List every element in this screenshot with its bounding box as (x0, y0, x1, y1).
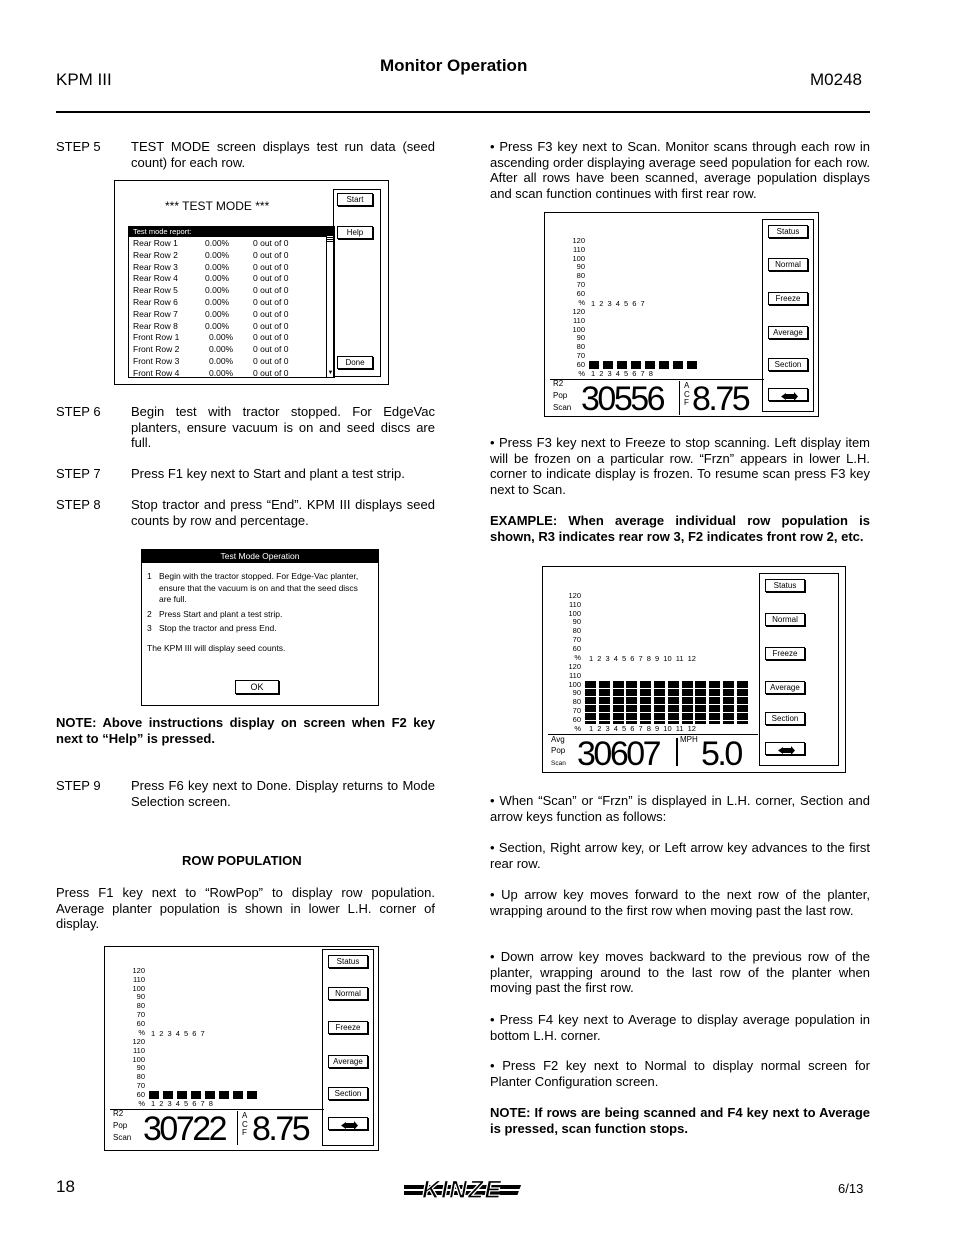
row-count: 0 out of 0 (253, 238, 289, 248)
up-arrow-paragraph: • Up arrow key moves forward to the next row of the planter, wrapping around to the first row when moving past the last row. (490, 887, 870, 918)
scale-tick: 80 (136, 1072, 145, 1082)
test-mode-sidebar (333, 189, 381, 377)
row-name: Rear Row 6 (133, 296, 178, 307)
arrows-icon (329, 1120, 367, 1131)
upper-scale (547, 592, 581, 662)
row-bar (640, 681, 651, 724)
upper-row-numbers: 1 2 3 4 5 6 7 (591, 299, 645, 308)
report-row (133, 356, 323, 368)
row-bar (737, 681, 748, 724)
help-item-1-num: 1 (147, 571, 152, 581)
scale-tick: 90 (136, 1063, 145, 1073)
page-title: Monitor Operation (380, 56, 528, 75)
row-bar (603, 361, 613, 369)
done-button[interactable]: Done (337, 356, 373, 369)
row-bar (668, 681, 679, 724)
scale-tick: 60 (572, 643, 581, 653)
row-bar (585, 681, 596, 724)
freeze-paragraph: • Press F3 key next to Freeze to stop scanning. Left display item will be frozen on a particular row. “Frzn” appears in lower L.H. corner to indicate display is frozen. To resume scan press F3 key next to Scan. (490, 435, 870, 497)
readout-label-1: Avg (551, 735, 565, 744)
row-pop-screen-c (542, 566, 846, 773)
report-row (133, 321, 323, 333)
row-bar (673, 361, 683, 369)
row-percent: 0.00% (205, 308, 230, 319)
row-percent: 0.00% (205, 296, 230, 307)
scale-tick: 60 (576, 359, 585, 369)
scale-tick: 60 (572, 714, 581, 724)
row-bar (177, 1091, 187, 1099)
row-name: Front Row 3 (133, 355, 180, 366)
readout-label-2: Pop (113, 1121, 128, 1130)
scan-paragraph: • Press F3 key next to Scan. Monitor scans through each row in ascending order displaying average seed population for each row. After all rows have been scanned, average population displays and scan function continues with first rear row. (490, 139, 870, 201)
section-key-paragraph: • Section, Right arrow key, or Left arrow key advances to the first rear row. (490, 840, 870, 871)
readout-label-2: Pop (553, 391, 568, 400)
help-button[interactable]: Help (337, 226, 373, 239)
arrows-icon (766, 745, 804, 756)
freeze-button[interactable]: Freeze (765, 647, 805, 660)
readout-label-3: Scan (113, 1133, 132, 1142)
scale-tick: 120 (572, 236, 585, 245)
row-bar (247, 1091, 257, 1099)
scale-tick: 100 (568, 608, 581, 618)
upper-row-numbers: 1 2 3 4 5 6 7 (151, 1029, 205, 1038)
scale-tick: 80 (576, 271, 585, 281)
row-name: Rear Row 4 (133, 273, 178, 284)
scale-tick: 110 (569, 599, 581, 609)
unit-label: MPH (680, 735, 698, 744)
kinze-logo-text: KINZE (422, 1177, 502, 1203)
row-percent: 0.00% (205, 273, 230, 284)
row-bar (599, 681, 610, 724)
average-button[interactable]: Average (768, 326, 808, 339)
scale-tick: 110 (133, 1045, 145, 1055)
scale-tick: 60 (576, 288, 585, 298)
row-population-heading: ROW POPULATION (182, 853, 302, 868)
scale-tick: 100 (132, 1054, 145, 1064)
lower-scale (109, 1038, 145, 1108)
help-footer: The KPM III will display seed counts. (147, 643, 286, 653)
scale-tick: 120 (132, 966, 145, 975)
scale-tick: 100 (132, 983, 145, 993)
scale-tick: 90 (576, 333, 585, 343)
report-row (133, 262, 323, 274)
scale-tick: 70 (136, 1080, 145, 1090)
scale-tick: 90 (572, 617, 581, 627)
row-percent: 0.00% (205, 285, 230, 296)
row-name: Rear Row 1 (133, 238, 178, 248)
upper-scale (549, 237, 585, 307)
readout-label-1: R2 (553, 379, 564, 388)
population-value: 30556 (581, 380, 664, 418)
scroll-down-icon[interactable]: ▼ (327, 370, 334, 376)
kinze-logo (404, 1177, 524, 1203)
row-name: Front Row 2 (133, 344, 180, 355)
report-row (133, 332, 323, 344)
upper-scale (109, 967, 145, 1037)
revision-date: 6/13 (838, 1181, 864, 1196)
readout-separator (679, 381, 680, 415)
row-count: 0 out of 0 (253, 355, 289, 366)
population-value: 30607 (577, 735, 660, 773)
scroll-up-icon[interactable]: ▲ (327, 227, 334, 233)
step7-text: Press F1 key next to Start and plant a test strip. (131, 466, 405, 481)
lower-scale (547, 663, 581, 733)
readout-separator (676, 738, 678, 766)
note-help: NOTE: Above instructions display on screen when F2 key next to “Help” is pressed. (56, 715, 435, 746)
scale-tick: 120 (572, 307, 585, 316)
scale-tick: 100 (572, 324, 585, 334)
note-average: NOTE: If rows are being scanned and F4 key next to Average is pressed, scan function stops. (490, 1105, 870, 1136)
screen-b-sidebar (762, 219, 814, 412)
speed-value: 8.75 (692, 380, 749, 418)
readout-label-3: Scan (553, 403, 572, 412)
scale-tick: 80 (136, 1001, 145, 1011)
row-count: 0 out of 0 (253, 332, 289, 343)
step8-label: STEP 8 (56, 497, 101, 512)
scale-tick: 110 (573, 244, 585, 254)
normal-button[interactable]: Normal (328, 987, 368, 1000)
help-item-3-num: 3 (147, 623, 152, 633)
header-rule (56, 111, 870, 113)
help-dialog-title: Test Mode Operation (142, 550, 378, 563)
down-arrow-paragraph: • Down arrow key moves backward to the previous row of the planter, wrapping around to the last row of the planter when moving past the first row. (490, 949, 870, 995)
row-count: 0 out of 0 (253, 344, 289, 355)
row-percent: 0.00% (205, 238, 230, 248)
row-count: 0 out of 0 (253, 320, 289, 331)
row-bar (613, 681, 624, 724)
row-bar (682, 681, 693, 724)
report-row (133, 285, 323, 297)
scale-tick: 90 (136, 992, 145, 1002)
row-bar (617, 361, 627, 369)
row-bar (163, 1091, 173, 1099)
report-row (133, 273, 323, 285)
lower-row-numbers: 1 2 3 4 5 6 7 8 9 10 11 12 (589, 724, 696, 733)
scale-tick: 80 (572, 697, 581, 707)
average-paragraph: • Press F4 key next to Average to display average population in bottom L.H. corner. (490, 1012, 870, 1043)
help-item-3-text: Stop the tractor and press End. (159, 623, 277, 633)
normal-paragraph: • Press F2 key next to Normal to display normal screen for Planter Configuration screen. (490, 1058, 870, 1089)
scale-tick: 70 (572, 705, 581, 715)
lower-row-numbers: 1 2 3 4 5 6 7 8 (151, 1099, 213, 1108)
row-name: Rear Row 7 (133, 308, 178, 319)
step9-label: STEP 9 (56, 778, 101, 793)
help-item-2-num: 2 (147, 609, 152, 619)
scale-tick: % (138, 1098, 145, 1108)
row-count: 0 out of 0 (253, 285, 289, 296)
row-bar (687, 361, 697, 369)
arrow-key-button[interactable] (768, 388, 808, 401)
row-count: 0 out of 0 (253, 308, 289, 319)
row-percent: 0.00% (205, 320, 230, 331)
step7-label: STEP 7 (56, 466, 101, 481)
scale-tick: % (578, 368, 585, 378)
upper-row-numbers: 1 2 3 4 5 6 7 8 9 10 11 12 (589, 654, 696, 663)
help-item-2 (147, 609, 372, 619)
step9-text: Press F6 key next to Done. Display returns to Mode Selection screen. (131, 778, 435, 809)
freeze-button[interactable]: Freeze (768, 292, 808, 305)
status-button[interactable]: Status (328, 955, 368, 968)
report-row (133, 309, 323, 321)
scale-tick: 110 (569, 670, 581, 680)
speed-value: 8.75 (252, 1110, 309, 1148)
page-number: 18 (56, 1177, 75, 1196)
scale-tick: 80 (576, 342, 585, 352)
example-paragraph: EXAMPLE: When average individual row population is shown, R3 indicates rear row 3, F2 indicates front row 2, etc. (490, 513, 870, 544)
row-pop-screen-a (104, 946, 379, 1151)
scale-tick: 70 (136, 1009, 145, 1019)
scale-tick: 110 (133, 974, 145, 984)
row-count: 0 out of 0 (253, 249, 289, 260)
report-row (133, 368, 323, 380)
scale-tick: 100 (572, 253, 585, 263)
speed-value: 5.0 (701, 735, 741, 773)
unit-label: A C F (242, 1111, 248, 1137)
arrow-key-button[interactable] (328, 1117, 368, 1130)
scale-tick: % (574, 652, 581, 662)
test-mode-report (128, 226, 335, 378)
report-row (133, 344, 323, 356)
screen-c-sidebar (759, 573, 839, 766)
help-item-3 (147, 623, 372, 633)
population-value: 30722 (143, 1110, 226, 1148)
row-bar (654, 681, 665, 724)
test-mode-title: *** TEST MODE *** (165, 199, 270, 213)
row-name: Front Row 1 (133, 332, 180, 343)
step5-text: TEST MODE screen displays test run data (seed count) for each row. (131, 139, 435, 170)
scale-tick: 70 (576, 350, 585, 360)
scale-tick: 90 (572, 688, 581, 698)
section-button[interactable]: Section (768, 358, 808, 371)
row-percent: 0.00% (209, 344, 234, 355)
scale-tick: 60 (136, 1018, 145, 1028)
row-percent: 0.00% (209, 332, 234, 343)
header-manual-number: M0248 (810, 70, 862, 89)
row-count: 0 out of 0 (253, 296, 289, 307)
row-percent: 0.00% (205, 249, 230, 260)
scale-tick: % (578, 297, 585, 307)
ok-button[interactable]: OK (235, 680, 279, 694)
status-button[interactable]: Status (768, 225, 808, 238)
row-count: 0 out of 0 (253, 273, 289, 284)
scale-tick: 120 (132, 1037, 145, 1046)
row-bar (709, 681, 720, 724)
unit-label: A C F (684, 381, 690, 407)
readout-label-3: Scan (551, 760, 566, 767)
scale-tick: 80 (572, 626, 581, 636)
lower-scale (549, 308, 585, 378)
normal-button[interactable]: Normal (765, 613, 805, 626)
scale-tick: 110 (573, 315, 585, 325)
scale-tick: 70 (576, 279, 585, 289)
scale-tick: 120 (568, 591, 581, 600)
kinze-logo-icon (404, 1177, 524, 1203)
row-name: Rear Row 3 (133, 261, 178, 272)
row-bar (149, 1091, 159, 1099)
scale-tick: 70 (572, 634, 581, 644)
row-bar (219, 1091, 229, 1099)
help-item-1 (147, 571, 372, 606)
report-row (133, 238, 323, 250)
row-percent: 0.00% (209, 355, 234, 366)
row-bar (191, 1091, 201, 1099)
row-pop-screen-b (544, 212, 819, 417)
scale-tick: 120 (568, 662, 581, 671)
help-item-1-text: Begin with the tractor stopped. For Edge-Vac planter, ensure that the vacuum is on and that the seed discs are full. (159, 571, 359, 604)
test-mode-screen (114, 180, 389, 385)
row-percent: 0.00% (205, 261, 230, 272)
step8-text: Stop tractor and press “End”. KPM III displays seed counts by row and percentage. (131, 497, 435, 528)
row-count: 0 out of 0 (253, 261, 289, 272)
scale-tick: % (138, 1027, 145, 1037)
scale-tick: 90 (576, 262, 585, 272)
report-row (133, 250, 323, 262)
row-bar (631, 361, 641, 369)
row-name: Rear Row 2 (133, 249, 178, 260)
report-header: Test mode report: (129, 227, 334, 237)
section-button[interactable]: Section (328, 1087, 368, 1100)
step6-text: Begin test with tractor stopped. For EdgeVac planters, ensure vacuum is on and seed discs are full. (131, 404, 435, 450)
row-name: Front Row 4 (133, 367, 180, 378)
lower-row-numbers: 1 2 3 4 5 6 7 8 (591, 369, 653, 378)
row-bar (589, 361, 599, 369)
row-bar (723, 681, 734, 724)
help-item-2-text: Press Start and plant a test strip. (159, 609, 283, 619)
start-button[interactable]: Start (337, 193, 373, 206)
row-population-text: Press F1 key next to “RowPop” to display row population. Average planter population is shown in lower L.H. corner of display. (56, 885, 435, 931)
row-name: Rear Row 5 (133, 285, 178, 296)
average-button[interactable]: Average (328, 1055, 368, 1068)
scale-tick: % (574, 723, 581, 733)
row-bar (645, 361, 655, 369)
row-bar (659, 361, 669, 369)
row-bar (695, 681, 706, 724)
normal-button[interactable]: Normal (768, 258, 808, 271)
scale-tick: 60 (136, 1089, 145, 1099)
row-percent: 0.00% (209, 367, 234, 378)
row-name: Rear Row 8 (133, 320, 178, 331)
readout-separator (237, 1111, 238, 1145)
average-button[interactable]: Average (765, 681, 805, 694)
help-dialog (141, 549, 379, 706)
step6-label: STEP 6 (56, 404, 101, 419)
status-button[interactable]: Status (765, 579, 805, 592)
readout-label-1: R2 (113, 1109, 124, 1118)
freeze-button[interactable]: Freeze (328, 1021, 368, 1034)
row-bar (233, 1091, 243, 1099)
step5-label: STEP 5 (56, 139, 101, 154)
scan-frzn-paragraph: • When “Scan” or “Frzn” is displayed in L.H. corner, Section and arrow keys function as follows: (490, 793, 870, 824)
row-count: 0 out of 0 (253, 367, 289, 378)
arrow-key-button[interactable] (765, 742, 805, 755)
arrows-icon (769, 391, 807, 402)
readout-label-2: Pop (551, 746, 566, 755)
header-product: KPM III (56, 70, 112, 89)
row-bar (205, 1091, 215, 1099)
row-bar (626, 681, 637, 724)
section-button[interactable]: Section (765, 712, 805, 725)
scale-tick: 100 (568, 679, 581, 689)
report-rows (133, 238, 323, 380)
report-row (133, 297, 323, 309)
